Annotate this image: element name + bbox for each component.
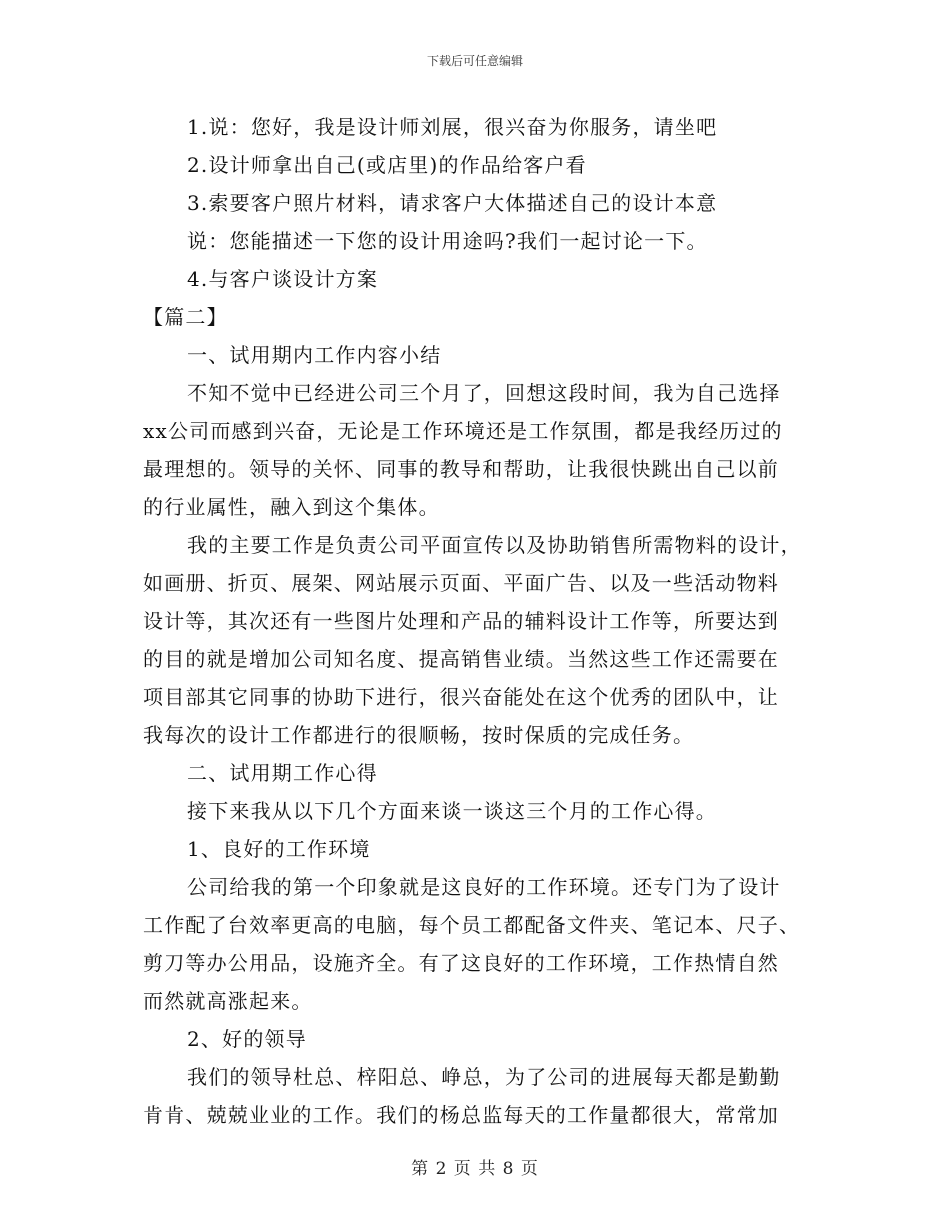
text-line: 我的主要工作是负责公司平面宣传以及协助销售所需物料的设计，: [187, 533, 802, 557]
document-body: [143, 108, 808, 1134]
text-line: 2、好的领导: [187, 1027, 307, 1051]
text-line: 【篇二】: [143, 305, 228, 329]
text-line: 我每次的设计工作都进行的很顺畅，按时保质的完成任务。: [143, 723, 695, 747]
text-line: 工作配了台效率更高的电脑，每个员工都配备文件夹、笔记本、尺子、: [143, 913, 801, 937]
text-line: 肯肯、兢兢业业的工作。我们的杨总监每天的工作量都很大，常常加: [143, 1103, 779, 1127]
text-line: 的目的就是增加公司知名度、提高销售业绩。当然这些工作还需要在: [143, 647, 779, 671]
text-line: 3.索要客户照片材料，请求客户大体描述自己的设计本意: [187, 191, 718, 215]
text-line: 1、良好的工作环境: [187, 837, 371, 861]
text-line: 不知不觉中已经进公司三个月了，回想这段时间，我为自己选择: [187, 381, 781, 405]
text-line: 一、试用期内工作内容小结: [187, 343, 442, 367]
text-line: 1.说：您好，我是设计师刘展，很兴奋为你服务，请坐吧: [187, 115, 718, 139]
text-line: xx公司而感到兴奋，无论是工作环境还是工作氛围，都是我经历过的: [143, 419, 783, 443]
text-line: 二、试用期工作心得: [187, 761, 378, 785]
text-line: 接下来我从以下几个方面来谈一谈这三个月的工作心得。: [187, 799, 717, 823]
text-line: 设计等，其次还有一些图片处理和产品的辅料设计工作等，所要达到: [143, 609, 779, 633]
text-line: 剪刀等办公用品，设施齐全。有了这良好的工作环境，工作热情自然: [143, 951, 779, 975]
text-line: 说：您能描述一下您的设计用途吗?我们一起讨论一下。: [187, 229, 708, 253]
text-line: 2.设计师拿出自己(或店里)的作品给客户看: [187, 153, 587, 177]
page-footer: 第 2 页 共 8 页: [411, 1159, 539, 1179]
text-line: 的行业属性，融入到这个集体。: [143, 495, 440, 519]
text-line: 我们的领导杜总、梓阳总、峥总，为了公司的进展每天都是勤勤: [187, 1065, 781, 1089]
text-line: 项目部其它同事的协助下进行，很兴奋能处在这个优秀的团队中，让: [143, 685, 779, 709]
text-line: 最理想的。领导的关怀、同事的教导和帮助，让我很快跳出自己以前: [143, 457, 779, 481]
text-line: 如画册、折页、展架、网站展示页面、平面广告、以及一些活动物料: [143, 571, 779, 595]
page-header: 下载后可任意编辑: [426, 54, 523, 68]
text-line: 而然就高涨起来。: [143, 989, 313, 1013]
text-line: 公司给我的第一个印象就是这良好的工作环境。还专门为了设计: [187, 875, 781, 899]
text-line: 4.与客户谈设计方案: [187, 267, 379, 291]
